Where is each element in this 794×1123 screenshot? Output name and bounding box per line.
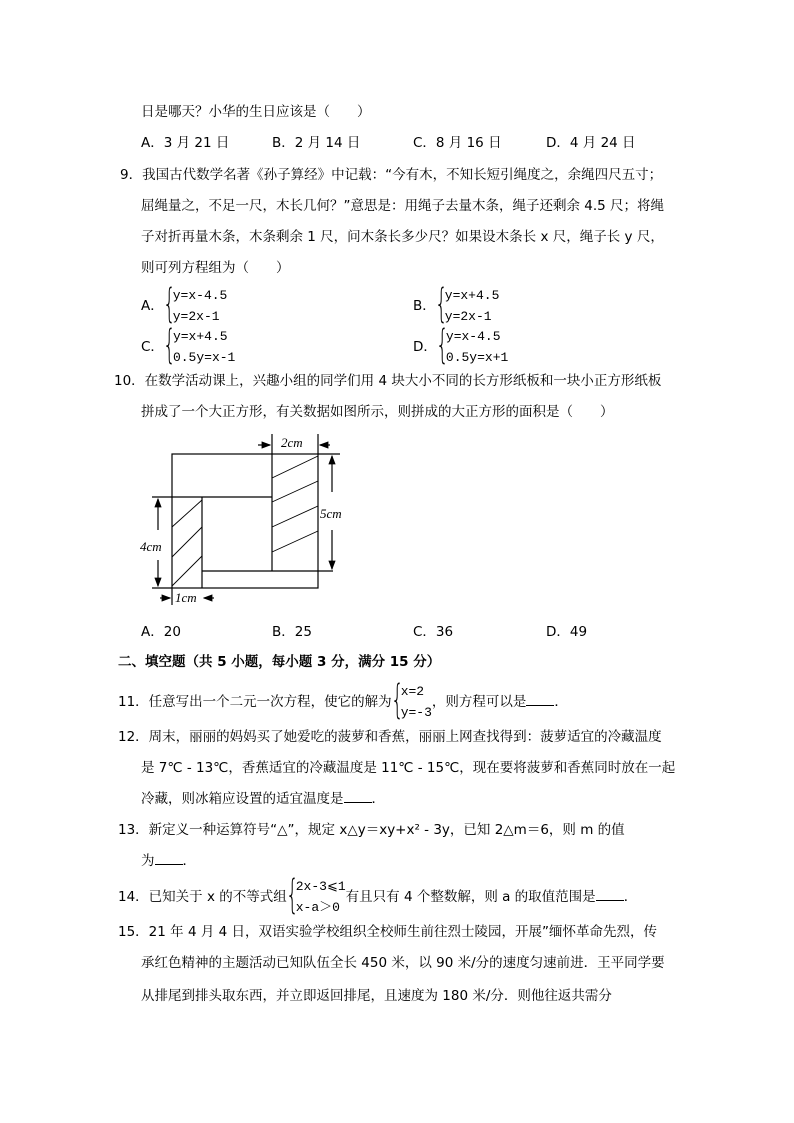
outer-square <box>172 454 318 588</box>
equation-system: { x=2 y=-3 <box>390 677 432 723</box>
q8-text-tail: 日是哪天？小华的生日应该是（ ） <box>141 104 371 120</box>
answer-blank[interactable] <box>596 887 624 901</box>
equation: x=2 <box>400 684 425 699</box>
q11-end: ． <box>554 694 568 710</box>
equation: 0.5y=x-1 <box>172 350 236 365</box>
option-label: B． <box>413 298 436 314</box>
q13-text: 为 <box>141 853 155 869</box>
q10-line: 拼成了一个大正方形，有关数据如图所示，则拼成的大正方形的面积是（ ） <box>141 404 614 420</box>
q15-line: 从排尾到排头取东西，并立即返回排尾，且速度为 180 米/分．则他往返共需分 <box>141 988 612 1004</box>
equation: 0.5y=x+1 <box>445 350 509 365</box>
answer-blank[interactable] <box>344 789 372 803</box>
q9-line: 9．我国古代数学名著《孙子算经》中记载：“今有木，不知长短引绳度之，余绳四尺五寸； <box>120 167 663 183</box>
q9-line: 则可列方程组为（ ） <box>141 260 290 276</box>
equation: y=x-4.5 <box>445 329 501 344</box>
q10-line: 10．在数学活动课上，兴趣小组的同学们用 4 块大小不同的长方形纸板和一块小正方形纸板 <box>114 373 662 389</box>
equation-system: { y=x+4.5 0.5y=x-1 <box>162 322 236 368</box>
inequality: 2x-3⩽1 <box>295 879 346 894</box>
q10-option-a: A．20 <box>141 624 181 640</box>
answer-blank[interactable] <box>155 851 183 865</box>
q13-line: 13．新定义一种运算符号“△”，规定 x△y＝xy+x² - 3y，已知 2△m＝6，则 m 的值 <box>118 822 625 838</box>
option-label: D． <box>413 339 437 355</box>
q12-line: 是 7℃ - 13℃，香蕉适宜的冷藏温度是 11℃ - 15℃，现在要将菠萝和香蕉同时放在一起 <box>141 760 676 776</box>
equation-system: { y=x-4.5 0.5y=x+1 <box>435 322 509 368</box>
answer-blank[interactable] <box>526 692 554 706</box>
inequality: x-a＞0 <box>295 900 340 915</box>
equation: y=2x-1 <box>172 309 220 324</box>
q12-line: 12．周末，丽丽的妈妈买了她爱吃的菠萝和香蕉，丽丽上网查找得到：菠萝适宜的冷藏温度 <box>118 729 662 745</box>
equation: y=x-4.5 <box>172 288 228 303</box>
q14-text: 14．已知关于 x 的不等式组 <box>118 889 287 905</box>
q10-option-b: B．25 <box>272 624 312 640</box>
q12-end: ． <box>371 791 385 807</box>
q15-line: 承红色精神的主题活动已知队伍全长 450 米，以 90 米/分的速度匀速前进．王平同学要 <box>141 955 665 971</box>
q8-option-c: C．8 月 16 日 <box>413 135 502 151</box>
hatch-left <box>172 500 202 586</box>
q11 <box>118 677 568 723</box>
q10-option-d: D．49 <box>546 624 588 640</box>
q14-end: ． <box>623 889 638 905</box>
label-1cm: 1cm <box>175 590 197 605</box>
q14-text: 有且只有 4 个整数解，则 a 的取值范围是 <box>345 889 596 905</box>
q13-end: ． <box>182 853 196 869</box>
equation: y=x+4.5 <box>172 329 228 344</box>
q12-text: 冷藏，则冰箱应设置的适宜温度是 <box>141 791 344 807</box>
q8-option-b: B．2 月 14 日 <box>272 135 361 151</box>
q14 <box>118 872 638 918</box>
equation-system: { y=x-4.5 y=2x-1 <box>162 281 228 327</box>
option-label: A． <box>141 298 164 314</box>
equation: y=2x-1 <box>444 309 492 324</box>
q13-line-last <box>141 851 196 871</box>
q8-option-a: A．3 月 21 日 <box>141 135 230 151</box>
q9-line: 屈绳量之，不足一尺，木长几何？”意思是：用绳子去量木条，绳子还剩余 4.5 尺；将绳 <box>141 198 665 214</box>
equation: y=-3 <box>400 705 432 720</box>
hatch-right <box>272 456 318 552</box>
q9-line: 子对折再量木条，木条剩余 1 尺，问木条长多少尺？如果设木条长 x 尺，绳子长 y 尺， <box>141 229 664 245</box>
label-5cm: 5cm <box>320 506 342 521</box>
section-heading: 二、填空题（共 5 小题，每小题 3 分，满分 15 分） <box>118 654 441 670</box>
label-4cm: 4cm <box>140 539 162 554</box>
q12-line-last <box>141 789 385 809</box>
q15-line: 15．21 年 4 月 4 日，双语实验学校组织全校师生前往烈士陵园，开展”缅怀革命先烈，传 <box>118 924 657 940</box>
equation: y=x+4.5 <box>444 288 500 303</box>
q11-text: ，则方程可以是 <box>431 694 527 710</box>
q8-option-d: D．4 月 24 日 <box>546 135 636 151</box>
inequality-system: { 2x-3⩽1 x-a＞0 <box>285 872 346 918</box>
option-label: C． <box>141 339 164 355</box>
q10-option-c: C．36 <box>413 624 454 640</box>
q11-text: 11．任意写出一个二元一次方程，使它的解为 <box>118 694 392 710</box>
label-2cm: 2cm <box>281 435 303 450</box>
equation-system: { y=x+4.5 y=2x-1 <box>434 281 500 327</box>
